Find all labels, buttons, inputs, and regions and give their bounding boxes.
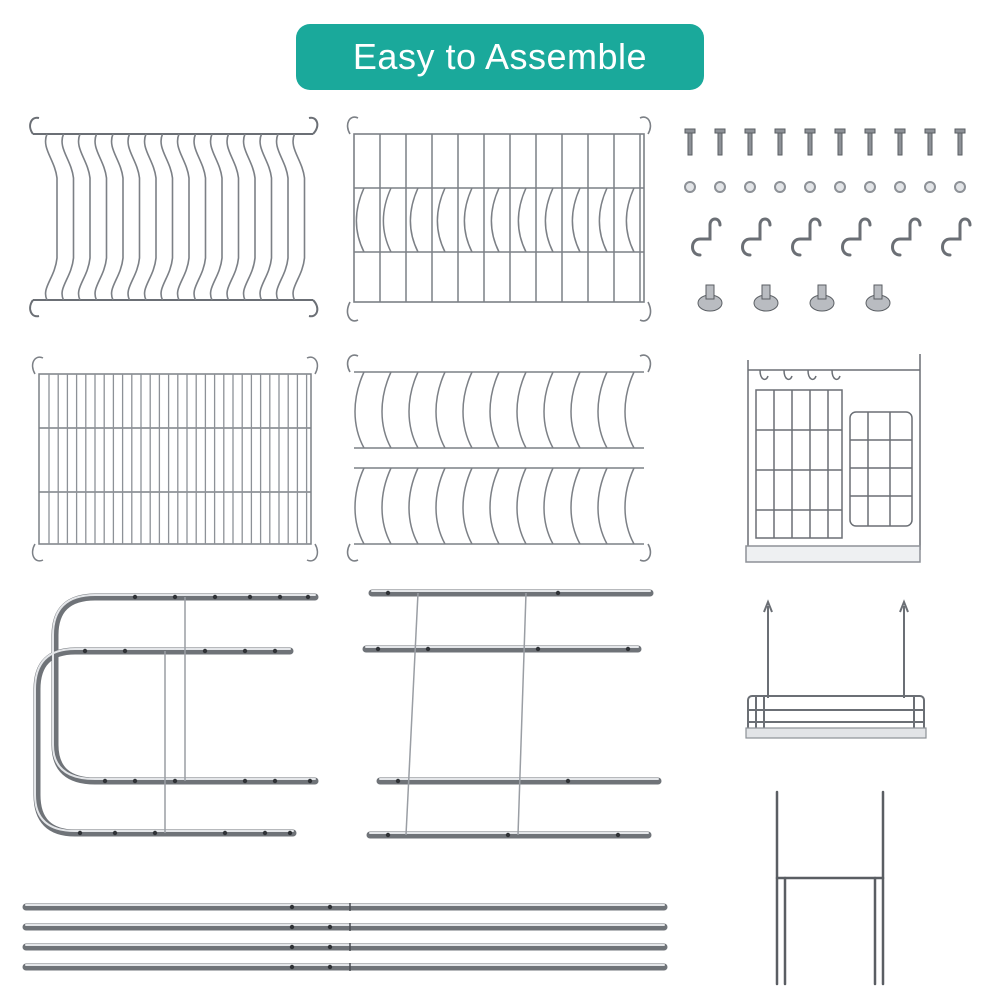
long-rods-icon <box>20 895 680 985</box>
cup-holder-icon <box>738 598 938 748</box>
flat-rack-lower-icon <box>25 348 325 568</box>
frame-side-u-icon <box>25 585 325 845</box>
bowl-rack-lower-icon <box>340 348 660 568</box>
hanging-bracket-icon <box>765 788 905 988</box>
screws-washers-hooks-icon <box>680 125 990 325</box>
frame-side-straight-icon <box>358 585 668 845</box>
bowl-rack-upper-icon <box>340 110 660 330</box>
plate-rack-hook-upper-icon <box>25 108 325 328</box>
title-badge: Easy to Assemble <box>296 24 704 90</box>
cutlery-holder-icon <box>738 350 928 575</box>
